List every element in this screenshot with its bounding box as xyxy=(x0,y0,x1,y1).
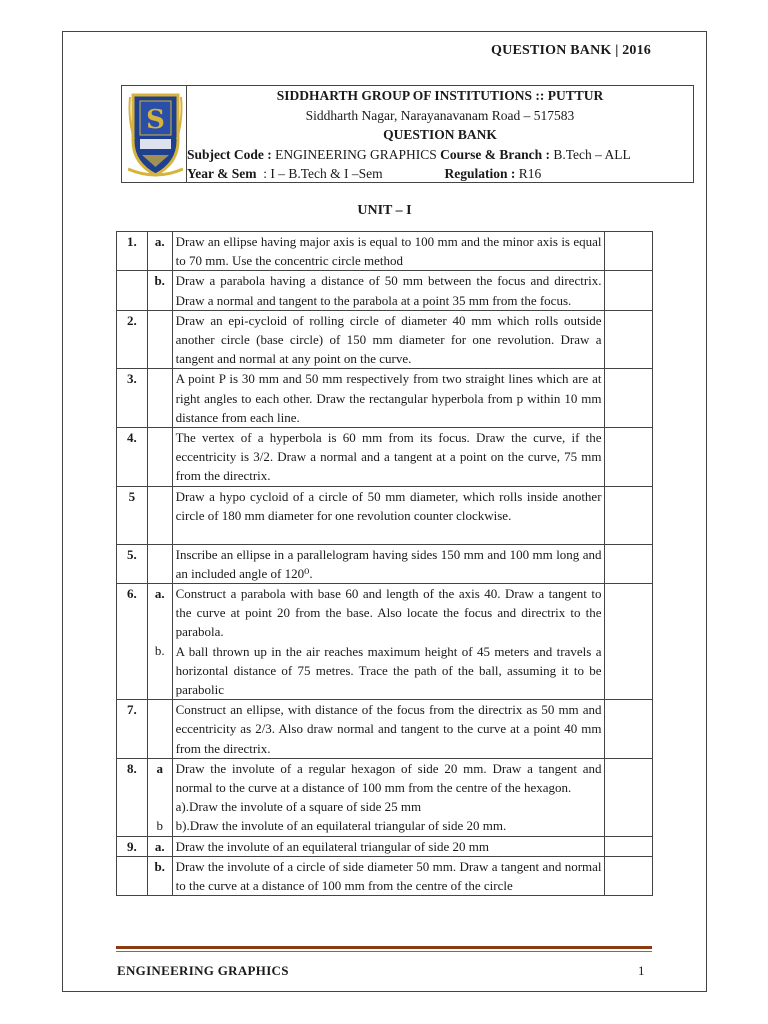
table-row xyxy=(117,369,653,428)
question-sub-label xyxy=(147,310,172,369)
document-title: QUESTION BANK xyxy=(383,127,497,142)
question-marks-cell xyxy=(604,758,652,836)
question-marks-cell xyxy=(604,369,652,428)
question-number: 3. xyxy=(117,369,148,428)
footer-subject: ENGINEERING GRAPHICS xyxy=(117,963,289,978)
question-number: 1. xyxy=(117,232,148,271)
table-row xyxy=(117,428,653,487)
table-row xyxy=(117,486,653,544)
unit-title: UNIT – I xyxy=(357,203,412,218)
question-sub-label: b. xyxy=(154,643,165,659)
question-marks-cell xyxy=(604,310,652,369)
question-number: 9. xyxy=(117,836,148,856)
question-text: Construct an ellipse, with distance of the focus from the directrix as 50 mm and eccentricity as 2/3. Also draw normal and tangent to the curve at a point 40 mm from the directrix. xyxy=(172,700,604,759)
question-number: 4. xyxy=(117,428,148,487)
question-text: A point P is 30 mm and 50 mm respectively from two straight lines which are at right angles to each other. Draw the rectangular hyperbola from p within 10 mm distance from each line. xyxy=(172,369,604,428)
question-text: Draw the involute of a circle of side diameter 50 mm. Draw a tangent and normal to the curve at a distance of 100 mm from the centre of the circle xyxy=(172,856,604,895)
question-text: Draw an epi-cycloid of rolling circle of diameter 40 mm which rolls outside another circle (base circle) of 150 mm diameter for one revolution. Draw a tangent and normal at any point on the curve. xyxy=(172,310,604,369)
table-row xyxy=(117,758,653,836)
table-row xyxy=(117,856,653,895)
course-branch-label: Course & Branch : xyxy=(440,146,550,162)
table-row xyxy=(117,584,653,700)
institution-address: Siddharth Nagar, Narayanavanam Road – 517583 xyxy=(305,107,575,123)
table-row xyxy=(117,700,653,759)
year-sem-value: : I – B.Tech & I –Sem xyxy=(256,166,383,181)
page-number: 1 xyxy=(638,963,645,978)
svg-text:S: S xyxy=(146,105,165,135)
question-number: 5. xyxy=(117,544,148,583)
question-number xyxy=(117,271,148,310)
question-text: Draw a hypo cycloid of a circle of 50 mm diameter, which rolls inside another circle of 180 mm diameter for one revolution counter clockwise. xyxy=(172,486,604,544)
question-sub-label xyxy=(147,544,172,583)
question-marks-cell xyxy=(604,486,652,544)
footer-rule-thin xyxy=(116,951,652,952)
question-text: A ball thrown up in the air reaches maximum height of 45 meters and travels a horizontal distance of 75 metres. Trace the path of the ball, assuming it to be parabolic xyxy=(175,643,602,698)
question-number: 7. xyxy=(117,700,148,759)
question-sub-label-group xyxy=(147,584,172,700)
question-number: 8. xyxy=(117,758,148,836)
regulation-value: R16 xyxy=(515,166,542,181)
question-sub-label: a xyxy=(156,760,163,776)
question-number xyxy=(117,856,148,895)
question-marks-cell xyxy=(604,428,652,487)
question-sub-label: b. xyxy=(147,856,172,895)
question-sub-label-group xyxy=(147,758,172,836)
question-sub-label: a. xyxy=(154,586,165,602)
question-text: a).Draw the involute of a square of side 25 mm xyxy=(175,799,422,815)
question-sub-label xyxy=(147,369,172,428)
table-row xyxy=(117,544,653,583)
question-marks-cell xyxy=(604,700,652,759)
subject-code-label: Subject Code : xyxy=(187,146,272,162)
document-header: QUESTION BANK | 2016 xyxy=(491,43,651,58)
question-text-group xyxy=(172,584,604,700)
subject-code-value: ENGINEERING GRAPHICS xyxy=(271,146,441,162)
table-row xyxy=(117,271,653,310)
question-marks-cell xyxy=(604,232,652,271)
year-sem-label: Year & Sem xyxy=(187,166,257,181)
question-text: Construct a parabola with base 60 and length of the axis 40. Draw a tangent to the curve at point 20 from the base. Also locate the focus and directrix to the parabola. xyxy=(175,586,602,640)
question-marks-cell xyxy=(604,544,652,583)
question-marks-cell xyxy=(604,856,652,895)
question-sub-label xyxy=(147,428,172,487)
course-branch-value: B.Tech – ALL xyxy=(550,146,631,162)
table-row xyxy=(117,836,653,856)
question-sub-label: a. xyxy=(147,232,172,271)
institution-info xyxy=(187,86,693,184)
question-text: Draw an ellipse having major axis is equal to 100 mm and the minor axis is equal to 70 mm. Use the concentric circle method xyxy=(172,232,604,271)
regulation-label: Regulation : xyxy=(444,166,516,181)
question-text-group xyxy=(172,758,604,836)
question-text: b).Draw the involute of an equilateral triangular of side 20 mm. xyxy=(175,818,507,834)
table-row xyxy=(117,310,653,369)
question-number: 2. xyxy=(117,310,148,369)
question-text: Inscribe an ellipse in a parallelogram having sides 150 mm and 100 mm long and an included angle of 120⁰. xyxy=(172,544,604,583)
question-text: Draw a parabola having a distance of 50 mm between the focus and directrix. Draw a normal and tangent to the parabola at a point 35 mm from the focus. xyxy=(172,271,604,310)
question-table xyxy=(116,231,653,896)
question-sub-label: b. xyxy=(147,271,172,310)
question-marks-cell xyxy=(604,271,652,310)
subject-line xyxy=(187,145,693,165)
question-sub-label: a. xyxy=(147,836,172,856)
year-line xyxy=(187,164,693,184)
institution-name: SIDDHARTH GROUP OF INSTITUTIONS :: PUTTUR xyxy=(276,88,604,103)
question-text: The vertex of a hyperbola is 60 mm from its focus. Draw the curve, if the eccentricity is 3/2. Draw a normal and a tangent at a point on the curve, 75 mm from the directrix. xyxy=(172,428,604,487)
question-sub-label: b xyxy=(156,818,163,834)
question-sub-label xyxy=(147,486,172,544)
footer-rule xyxy=(116,946,652,949)
question-marks-cell xyxy=(604,836,652,856)
question-number: 6. xyxy=(117,584,148,700)
question-sub-label xyxy=(147,700,172,759)
question-marks-cell xyxy=(604,584,652,700)
institution-logo-icon xyxy=(128,89,183,179)
question-text: Draw the involute of an equilateral triangular of side 20 mm xyxy=(172,836,604,856)
question-text: Draw the involute of a regular hexagon of side 20 mm. Draw a tangent and normal to the curve at a distance of 100 mm from the centre of the hexagon. xyxy=(175,760,602,796)
question-number: 5 xyxy=(117,486,148,544)
table-row xyxy=(117,232,653,271)
